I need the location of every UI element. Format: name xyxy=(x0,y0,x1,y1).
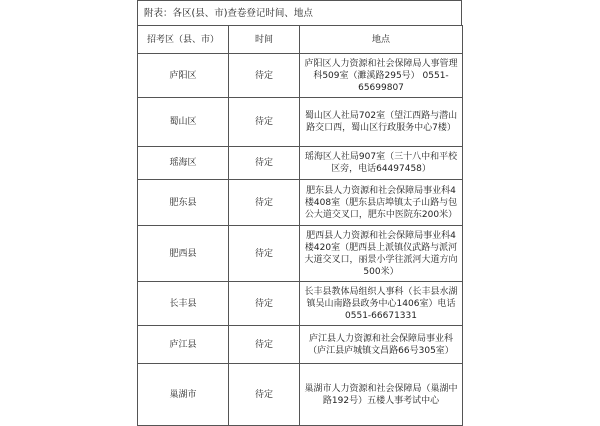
time-cell: 待定 xyxy=(229,54,300,98)
district-cell: 肥西县 xyxy=(138,226,229,282)
location-cell: 巢湖市人力资源和社会保障局（巢湖中路192号）五楼人事考试中心 xyxy=(300,364,463,426)
header-time: 时间 xyxy=(229,26,300,54)
location-cell: 庐江县人力资源和社会保障局事业科（庐江县庐城镇文昌路66号305室） xyxy=(300,326,463,364)
document-sheet xyxy=(136,0,462,406)
location-cell: 长丰县教体局组织人事科（长丰县水湖镇吴山南路县政务中心1406室）电话0551-66671331 xyxy=(300,282,463,326)
table-row xyxy=(138,326,463,364)
header-district: 招考区（县、市） xyxy=(138,26,229,54)
time-cell: 待定 xyxy=(229,326,300,364)
district-cell: 庐阳区 xyxy=(138,54,229,98)
table-row xyxy=(138,98,463,147)
time-cell: 待定 xyxy=(229,98,300,147)
location-cell: 蜀山区人社局702室（望江西路与潜山路交口西，蜀山区行政服务中心7楼） xyxy=(300,98,463,147)
district-cell: 巢湖市 xyxy=(138,364,229,426)
header-location: 地点 xyxy=(300,26,463,54)
location-cell: 瑶海区人社局907室（三十八中和平校区旁，电话64497458） xyxy=(300,147,463,180)
table-title: 附表：各区(县、市)查卷登记时间、地点 xyxy=(137,0,462,25)
time-cell: 待定 xyxy=(229,226,300,282)
time-cell: 待定 xyxy=(229,364,300,426)
location-cell: 肥西县人力资源和社会保障局事业科4楼420室（肥西县上派镇仪武路与派河大道交叉口，丽景小学往派河大道方向500米） xyxy=(300,226,463,282)
district-cell: 蜀山区 xyxy=(138,98,229,147)
table-row xyxy=(138,147,463,180)
table-row xyxy=(138,226,463,282)
location-cell: 庐阳区人力资源和社会保障局人事管理科509室（濉溪路295号） 0551-65699807 xyxy=(300,54,463,98)
location-cell: 肥东县人力资源和社会保障局事业科4楼408室（肥东县店埠镇太子山路与包公大道交叉口，肥东中医院东200米） xyxy=(300,180,463,226)
table-row xyxy=(138,54,463,98)
time-cell: 待定 xyxy=(229,180,300,226)
time-cell: 待定 xyxy=(229,282,300,326)
table-row xyxy=(138,180,463,226)
district-cell: 庐江县 xyxy=(138,326,229,364)
district-cell: 肥东县 xyxy=(138,180,229,226)
district-cell: 长丰县 xyxy=(138,282,229,326)
time-cell: 待定 xyxy=(229,147,300,180)
district-cell: 瑶海区 xyxy=(138,147,229,180)
schedule-table xyxy=(137,25,463,426)
table-row xyxy=(138,364,463,426)
table-row xyxy=(138,282,463,326)
header-row xyxy=(138,26,463,54)
